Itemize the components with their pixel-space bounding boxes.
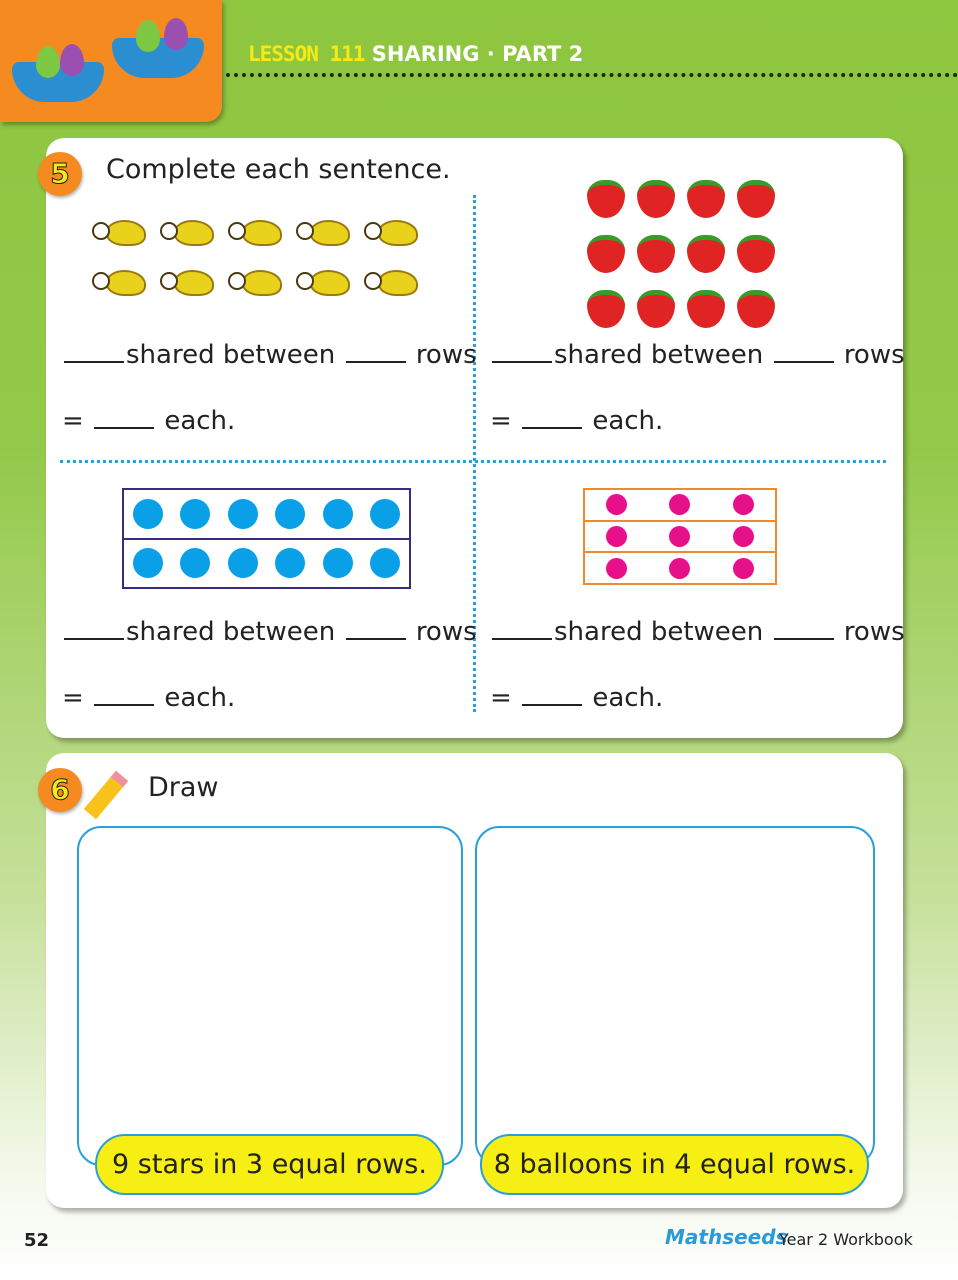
dot — [275, 548, 305, 578]
dot — [323, 499, 353, 529]
drawing-prompt: 8 balloons in 4 equal rows. — [480, 1134, 869, 1195]
lesson-number: LESSON 111 — [248, 42, 365, 66]
equals-sign: = — [62, 683, 84, 713]
array-row — [585, 520, 775, 552]
dot — [733, 558, 754, 579]
sentence-line-2 — [490, 683, 663, 713]
sentence-line-1 — [490, 617, 905, 647]
egg-icon — [60, 44, 84, 76]
bug-icon — [294, 264, 350, 298]
sentence-line-2 — [62, 683, 235, 713]
header-divider — [226, 73, 958, 77]
dot — [228, 499, 258, 529]
drawing-prompt: 9 stars in 3 equal rows. — [95, 1134, 444, 1195]
sentence-text: each. — [592, 683, 664, 713]
bug-icon — [226, 264, 282, 298]
sentence-text: each. — [592, 406, 664, 436]
sentence-text: shared between — [554, 617, 764, 647]
egg-icon — [36, 46, 60, 78]
dot — [669, 526, 690, 547]
bug-icon — [294, 214, 350, 248]
dot — [370, 499, 400, 529]
sentence-text: each. — [164, 683, 236, 713]
dot — [669, 494, 690, 515]
sentence-text: shared between — [126, 340, 336, 370]
sentence-text: rows — [415, 617, 477, 647]
dot — [669, 558, 690, 579]
sentence-text: each. — [164, 406, 236, 436]
dot — [606, 558, 627, 579]
egg-icon — [136, 20, 160, 52]
answer-blank[interactable] — [64, 361, 124, 363]
answer-blank[interactable] — [774, 361, 834, 363]
equals-sign: = — [62, 406, 84, 436]
sentence-line-1 — [62, 617, 477, 647]
dot — [180, 548, 210, 578]
dot — [180, 499, 210, 529]
answer-blank[interactable] — [346, 361, 406, 363]
bug-icon — [90, 214, 146, 248]
instruction: Complete each sentence. — [106, 154, 451, 185]
dot — [733, 526, 754, 547]
workbook-title: Year 2 Workbook — [779, 1230, 913, 1249]
divider — [60, 460, 886, 463]
dot — [733, 494, 754, 515]
answer-blank[interactable] — [492, 638, 552, 640]
equals-sign: = — [490, 406, 512, 436]
sentence-line-2 — [490, 406, 663, 436]
dot — [606, 526, 627, 547]
header-tab — [0, 0, 222, 122]
dot — [275, 499, 305, 529]
dot — [606, 494, 627, 515]
sentence-text: rows — [843, 617, 905, 647]
answer-blank[interactable] — [94, 704, 154, 706]
array-row — [124, 490, 409, 538]
equals-sign: = — [490, 683, 512, 713]
bug-icon — [362, 214, 418, 248]
bug-icon — [158, 264, 214, 298]
dot — [133, 499, 163, 529]
answer-blank[interactable] — [522, 427, 582, 429]
bug-icon — [226, 214, 282, 248]
dot — [133, 548, 163, 578]
drawing-area[interactable] — [77, 826, 463, 1166]
array-row — [124, 538, 409, 588]
page-number: 52 — [24, 1230, 50, 1251]
sentence-text: rows — [843, 340, 905, 370]
dot — [323, 548, 353, 578]
pink-dots-array — [583, 488, 777, 585]
sentence-line-2 — [62, 406, 235, 436]
array-row — [585, 490, 775, 520]
sentence-text: shared between — [126, 617, 336, 647]
lesson-title: SHARING · PART 2 — [371, 42, 584, 66]
page-title — [248, 42, 583, 66]
question-number: 6 — [38, 768, 82, 812]
answer-blank[interactable] — [774, 638, 834, 640]
brand-logo: Mathseeds — [665, 1225, 788, 1249]
answer-blank[interactable] — [94, 427, 154, 429]
array-row — [585, 551, 775, 583]
instruction: Draw — [148, 772, 219, 803]
egg-icon — [164, 18, 188, 50]
bug-icon — [362, 264, 418, 298]
bug-icon — [158, 214, 214, 248]
drawing-area[interactable] — [475, 826, 875, 1166]
answer-blank[interactable] — [522, 704, 582, 706]
answer-blank[interactable] — [492, 361, 552, 363]
question-number: 5 — [38, 152, 82, 196]
dot — [228, 548, 258, 578]
bug-icon — [90, 264, 146, 298]
sentence-text: shared between — [554, 340, 764, 370]
sentence-text: rows — [415, 340, 477, 370]
sentence-line-1 — [490, 340, 905, 370]
blue-dots-array — [122, 488, 411, 589]
answer-blank[interactable] — [346, 638, 406, 640]
sentence-line-1 — [62, 340, 477, 370]
dot — [370, 548, 400, 578]
answer-blank[interactable] — [64, 638, 124, 640]
